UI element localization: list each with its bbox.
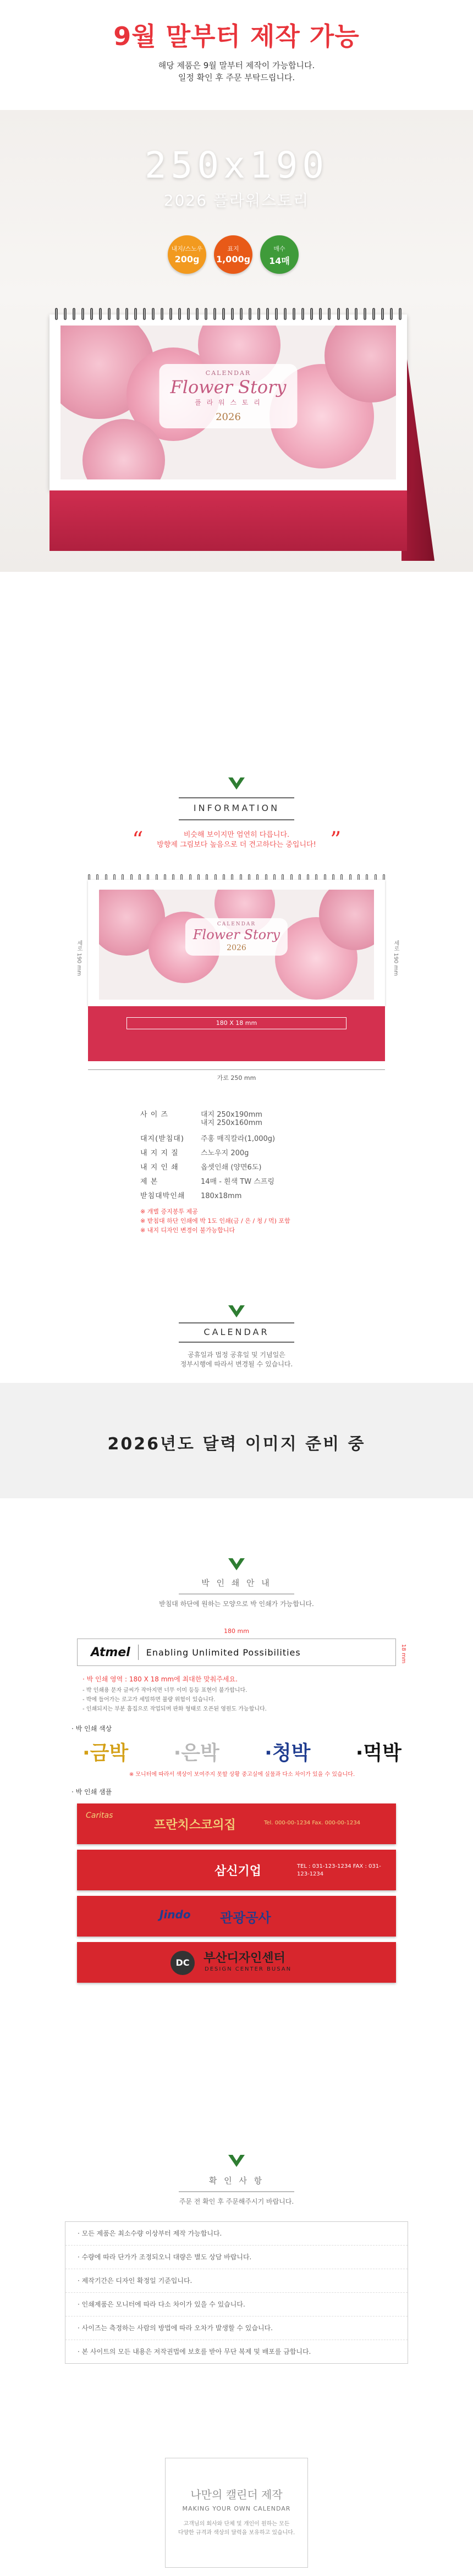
footer-desc2: 다양한 규격과 색상의 달력을 보유하고 있습니다. <box>178 2530 295 2536</box>
spec-note: ※ 개별 증지봉투 제공 <box>140 1208 198 1215</box>
spec-note: ※ 받침대 하단 인쇄에 박 1도 인쇄(금 / 은 / 청 / 먹) 포함 <box>140 1217 290 1224</box>
footer-title: MAKING YOUR OWN CALENDAR <box>182 2505 291 2512</box>
calendar-page <box>50 315 407 490</box>
stamp-desc: 받침대 하단에 원하는 모양으로 박 인쇄가 가능합니다. <box>159 1600 314 1608</box>
info-quote1: 비슷해 보이지만 엄연히 다릅니다. <box>183 831 290 839</box>
check-item: · 본 사이트의 모든 내용은 저작권법에 보호를 받아 무단 복제 및 배포를 금합니다. <box>78 2348 311 2356</box>
sample-bar-3: Jindo 관광공사 <box>77 1896 396 1937</box>
spec-row: 사 이 즈 대지 250x190mm <box>140 1111 262 1119</box>
spec-table <box>140 1108 371 1235</box>
section-rule <box>179 819 294 820</box>
calendar-banner <box>0 1383 473 1498</box>
calendar-note1: 공휴일과 법정 공휴일 및 기념일은 <box>188 1351 285 1359</box>
product-name: 2026 플라워스토리 <box>163 191 310 209</box>
dim-bottom: 가로 250 mm <box>217 1074 256 1082</box>
spec-row: 대지(받침대) 주홍 매직칼라(1,000g) <box>140 1135 276 1143</box>
stamp-title: 박 인 쇄 안 내 <box>201 1578 272 1588</box>
check-item: · 수량에 따라 단가가 조정되오니 대량은 별도 상담 바랍니다. <box>65 2246 408 2269</box>
section-rule <box>179 797 294 798</box>
check-list <box>65 2221 408 2364</box>
badge-cover: 표지 1,000g <box>214 235 252 274</box>
diagram-page <box>88 880 385 1006</box>
dimension-diagram <box>72 874 402 1089</box>
spec-row: 제 본 14매 - 흰색 TW 스프링 <box>140 1178 274 1186</box>
calendar-label: CALENDAR Flower Story 플 라 워 스 토 리 2026 <box>160 364 298 428</box>
badge-paper: 내지/스노우 200g <box>168 235 206 274</box>
info-title: INFORMATION <box>193 803 280 813</box>
hero-product-image <box>0 110 473 572</box>
calendar-base <box>50 490 407 551</box>
section-rule <box>179 1342 294 1343</box>
hero-sub2: 일정 확인 후 주문 부탁드립니다. <box>178 73 295 82</box>
stamp-guide: - 박 인쇄용 문자 글씨가 작아지면 너무 이미 등등 표현이 불가합니다. - 박에 들어가는 로고가 세밀하면 불량 위험이 있습니다. - 인쇄되지는 부분 흠집으로 작업되며 판화 형태로 오픈된 영원도 가능합니다. <box>82 1687 267 1712</box>
stamp-area: 180 X 18 mm <box>127 1017 346 1029</box>
footer-small: 나만의 캘린더 제작 <box>190 2488 283 2501</box>
stamp-colors <box>82 1737 402 1766</box>
hero-title: 9월 말부터 제작 가능 <box>113 21 360 51</box>
stamp-sample-brand: Atmel <box>91 1645 130 1659</box>
spec-row: 내 지 지 질 스노우지 200g <box>140 1149 249 1157</box>
badge-pages: 매수 14매 <box>260 235 299 274</box>
spec-row: 내지 250x160mm <box>201 1119 262 1127</box>
diagram-label: CALENDAR Flower Story 2026 <box>185 918 288 956</box>
stamp-colors-title: · 박 인쇄 색상 <box>72 1725 112 1733</box>
v-logo-icon <box>228 2153 245 2169</box>
check-item: · 사이즈는 측정하는 사람의 방법에 따라 오차가 발생할 수 있습니다. <box>65 2316 408 2340</box>
sample-bar-4: DC 부산디자인센터 DESIGN CENTER BUSAN <box>77 1942 396 1983</box>
stamp-sample-text: Enabling Unlimited Possibilities <box>146 1647 301 1658</box>
check-item: · 모든 제품은 최소수량 이상부터 제작 가능합니다. <box>65 2222 408 2246</box>
color-blue: ·청박 <box>265 1742 311 1764</box>
stamp-width: 180 mm <box>224 1628 249 1635</box>
quote-open-icon: “ <box>132 828 144 853</box>
color-silver: ·은박 <box>173 1742 219 1764</box>
calendar-note2: 정부시행에 따라서 변경될 수 있습니다. <box>180 1360 293 1368</box>
dim-right: 세로 190 mm <box>393 940 399 976</box>
color-black: ·먹박 <box>355 1742 402 1764</box>
spec-row: 받침대박인쇄 180x18mm <box>140 1192 242 1200</box>
v-logo-icon <box>228 775 245 792</box>
footer-desc1: 고객님의 회사와 단체 및 개인이 원하는 모든 <box>183 2521 290 2527</box>
footer-box <box>165 2458 308 2568</box>
section-rule <box>179 1322 294 1323</box>
calendar-mockup <box>44 308 440 561</box>
stamp-samples-title: · 박 인쇄 샘플 <box>72 1788 112 1796</box>
diagram-base <box>88 1006 385 1061</box>
section-rule <box>179 2191 294 2192</box>
quote-close-icon: ” <box>330 828 342 853</box>
hero-sub1: 해당 제품은 9월 말부터 제작이 가능합니다. <box>158 60 315 70</box>
hero-top <box>0 0 473 110</box>
check-desc: 주문 전 확인 후 주문해주시기 바랍니다. <box>179 2198 294 2205</box>
spec-note: ※ 내지 디자인 변경이 불가능합니다 <box>140 1227 235 1234</box>
stamp-sample-box <box>77 1639 396 1666</box>
calendar-banner-text: 2026년도 달력 이미지 준비 중 <box>107 1435 366 1454</box>
color-gold: ·금박 <box>82 1742 129 1764</box>
calendar-title: CALENDAR <box>204 1327 270 1337</box>
sample-bar-1: Caritas 프란치스코의집 Tel. 000-00-1234 Fax. 000-00-1234 <box>77 1803 396 1844</box>
stamp-colors-note: ※ 모니터에 따라서 색상이 보여주지 못할 상황 중고실에 실물과 다소 차이가 있을 수 있습니다. <box>129 1772 355 1778</box>
check-item: · 제작기간은 디자인 확정일 기준입니다. <box>65 2269 408 2293</box>
check-item: · 인쇄제품은 모니터에 따라 다소 차이가 있을 수 있습니다. <box>65 2293 408 2316</box>
v-logo-icon <box>228 1303 245 1320</box>
stamp-area-note: · 박 인쇄 영역 : 180 X 18 mm에 최대한 맞춰주세요. <box>82 1675 238 1683</box>
check-title: 확 인 사 항 <box>208 2176 265 2186</box>
stamp-height: 18 mm <box>400 1644 406 1664</box>
section-rule <box>179 1593 294 1595</box>
v-logo-icon <box>228 1556 245 1573</box>
info-quote2: 방향제 그림보다 높음으로 더 견고하다는 중입니다! <box>157 841 316 849</box>
spec-badges <box>168 235 299 274</box>
spec-row: 내 지 인 쇄 옵셋인쇄 (양면6도) <box>140 1163 262 1172</box>
spiral-binding <box>50 308 407 320</box>
dim-left: 세로 190 mm <box>76 940 82 976</box>
product-size: 250x190 <box>144 144 329 186</box>
sample-bar-2: 삼신기업 TEL : 031-123-1234 FAX : 031-123-1234 <box>77 1850 396 1890</box>
